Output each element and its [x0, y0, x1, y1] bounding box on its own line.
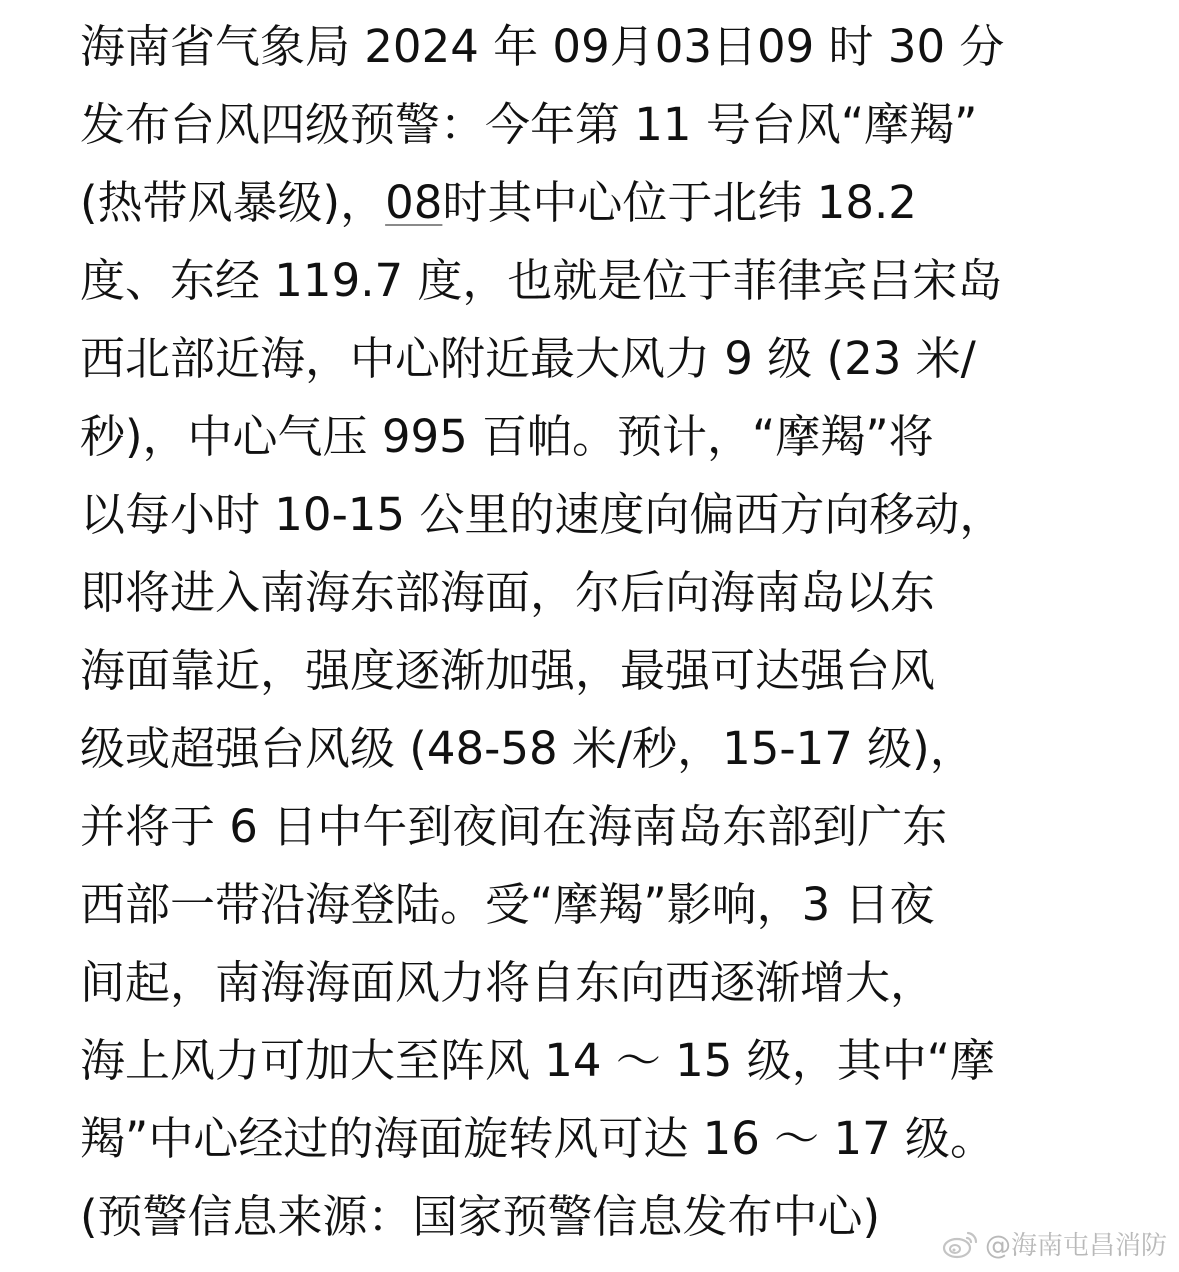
article-line-6: 秒)，中心气压 995 百帕。预计，“摩羯”将 — [80, 410, 934, 463]
article-line-3 — [80, 164, 1140, 242]
article-line-10: 级或超强台风级 (48-58 米/秒，15-17 级)， — [80, 722, 975, 775]
article-line-3-head: (热带风暴级)， — [80, 176, 386, 229]
article-line-7: 以每小时 10-15 公里的速度向偏西方向移动， — [80, 488, 1005, 541]
weibo-icon — [941, 1229, 979, 1259]
article-line-11: 并将于 6 日中午到夜间在海南岛东部到广东 — [80, 800, 948, 853]
time-link[interactable]: 08 — [385, 176, 443, 229]
article-line-3-tail: 时其中心位于北纬 18.2 — [442, 176, 917, 229]
watermark-text: @海南屯昌消防 — [984, 1231, 1167, 1261]
article-line-16: (预警信息来源：国家预警信息发布中心) — [80, 1190, 881, 1243]
article-line-2: 发布台风四级预警：今年第 11 号台风“摩羯” — [80, 98, 978, 151]
article-line-12: 西部一带沿海登陆。受“摩羯”影响，3 日夜 — [80, 878, 935, 931]
article-line-8: 即将进入南海东部海面，尔后向海南岛以东 — [80, 566, 936, 619]
article-line-4: 度、东经 119.7 度，也就是位于菲律宾吕宋岛 — [80, 254, 1003, 307]
article-line-14: 海上风力可加大至阵风 14 ～ 15 级，其中“摩 — [80, 1034, 996, 1087]
article-line-1: 海南省气象局 2024 年 09月03日09 时 30 分 — [80, 20, 1005, 73]
weibo-watermark — [941, 1225, 1167, 1262]
article-line-13: 间起，南海海面风力将自东向西逐渐增大， — [80, 956, 936, 1009]
article-line-5: 西北部近海，中心附近最大风力 9 级 (23 米/ — [80, 332, 976, 385]
warning-article — [80, 8, 1140, 1256]
article-line-9: 海面靠近，强度逐渐加强，最强可达强台风 — [80, 644, 936, 697]
article-line-15: 羯”中心经过的海面旋转风可达 16 ～ 17 级。 — [80, 1112, 996, 1165]
